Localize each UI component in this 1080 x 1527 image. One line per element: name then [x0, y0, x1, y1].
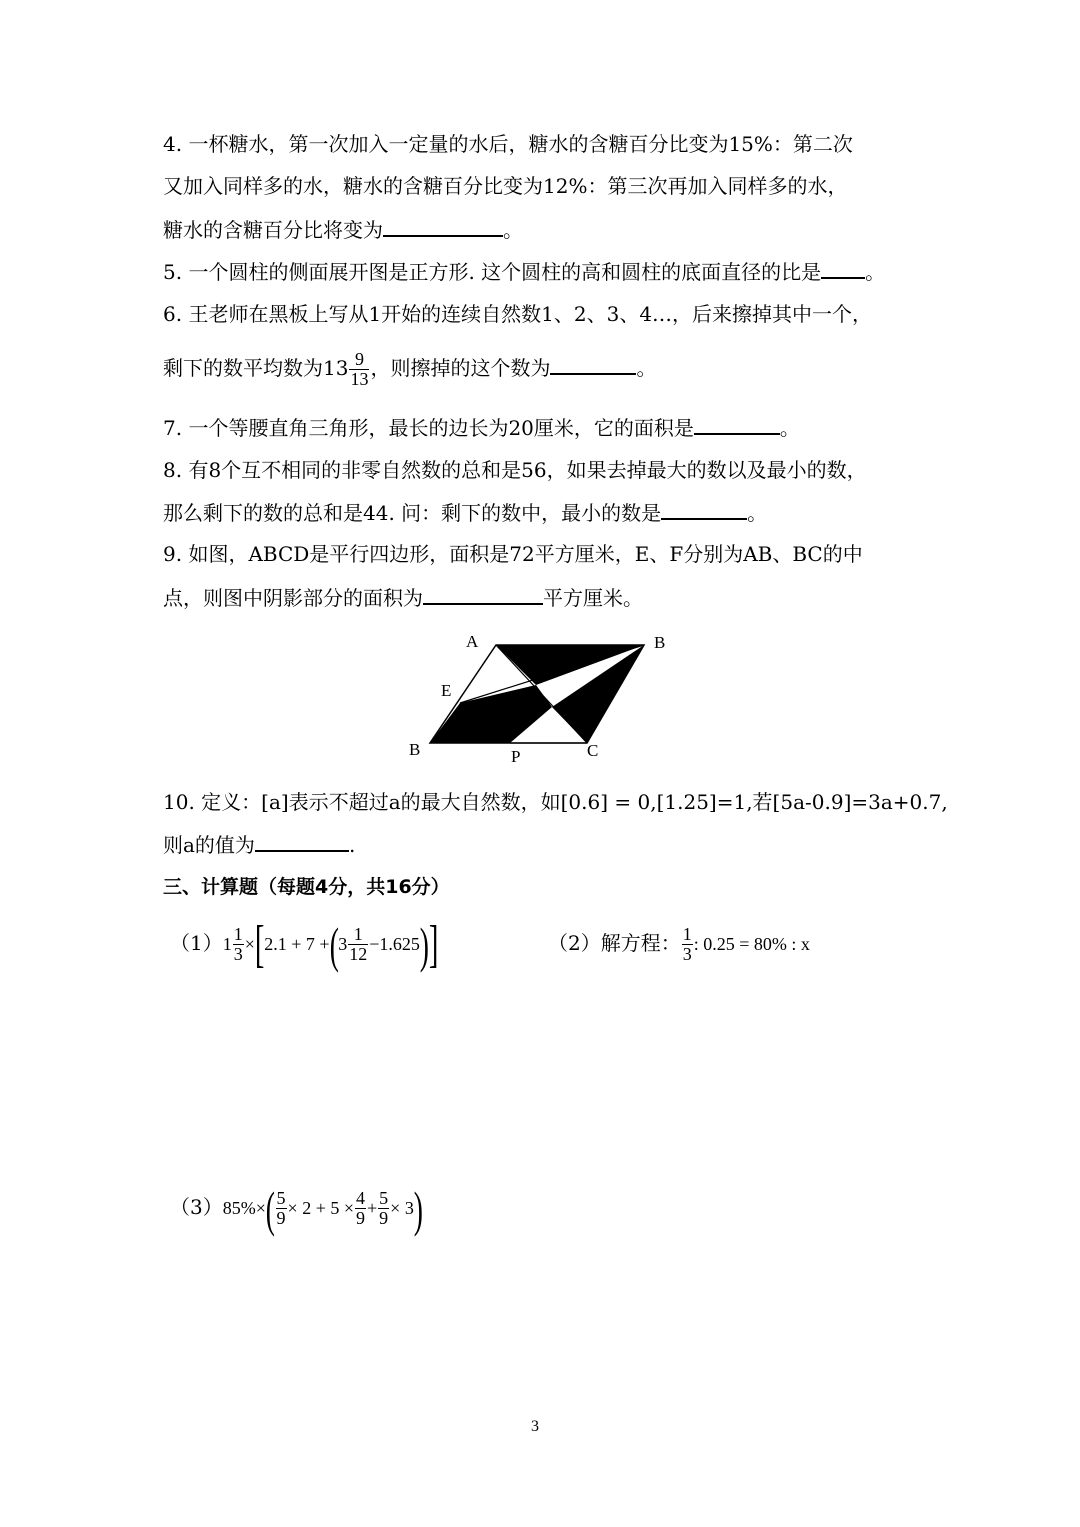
label-a: A [466, 632, 479, 651]
calc2-rest: : 0.25 = 80% : x [693, 934, 810, 954]
label-b-bottom: B [409, 740, 421, 759]
q4-answer-blank[interactable] [383, 217, 503, 237]
q4-line2: 又加入同样多的水，糖水的含糖百分比变为12%：第三次再加入同样多的水， [163, 174, 848, 198]
q4-line3 [163, 217, 523, 242]
q4-line3-text: 糖水的含糖百分比将变为 [163, 218, 383, 242]
calc1-left-bracket: [ [254, 915, 265, 973]
parallelogram-figure [400, 625, 680, 775]
calc2-frac-num: 1 [682, 924, 692, 944]
q8-answer-blank[interactable] [661, 500, 747, 520]
calc1-frac1-num: 1 [233, 924, 243, 944]
calc1-frac1 [233, 925, 244, 964]
q10-line2 [163, 832, 355, 857]
label-b-top: B [654, 633, 666, 652]
q10-line1: 10. 定义：[a]表示不超过a的最大自然数，如[0.6] = 0,[1.25]=1,若[5a-0.9]=3a+0.7, [163, 790, 948, 814]
calc2-expression [548, 916, 810, 971]
q7-answer-blank[interactable] [694, 415, 780, 435]
calc1-frac2-num: 1 [348, 925, 368, 945]
q6-fraction [349, 350, 369, 389]
calc3-frac-b [355, 1189, 366, 1228]
calc1-times: × [244, 934, 255, 954]
calc3-pct: 85%× [222, 1198, 266, 1218]
calc3-label: （3） [170, 1195, 223, 1219]
calc1-frac1-den: 3 [233, 944, 243, 964]
calc1-frac2 [348, 925, 368, 964]
q6-end: 。 [636, 356, 657, 380]
calc3-right-paren: ) [413, 1180, 423, 1237]
q8-end: 。 [747, 501, 768, 525]
calc1-inner2: −1.625 [369, 934, 420, 954]
calc3-frac-c-num: 5 [379, 1188, 389, 1208]
q5-answer-blank[interactable] [821, 259, 865, 279]
q9-line2 [163, 585, 643, 610]
calc1-inner1: 2.1 + 7 + [264, 934, 330, 954]
calc1-whole2: 3 [338, 934, 348, 954]
calc3-frac-c-den: 9 [379, 1208, 389, 1228]
q9-line1: 9. 如图，ABCD是平行四边形，面积是72平方厘米，E、F分别为AB、BC的中 [163, 542, 863, 566]
calc2-label: （2）解方程： [548, 931, 681, 955]
q9-end: 平方厘米。 [543, 586, 643, 610]
q5-text: 5. 一个圆柱的侧面展开图是正方形. 这个圆柱的高和圆柱的底面直径的比是 [163, 260, 822, 284]
q8-line1: 8. 有8个互不相同的非零自然数的总和是56，如果去掉最大的数以及最小的数， [163, 458, 867, 482]
q6-frac-num: 9 [349, 350, 369, 370]
label-c: C [587, 741, 599, 760]
calc3-frac-a [276, 1189, 287, 1228]
q7-end: 。 [779, 416, 800, 440]
label-p: P [511, 747, 521, 766]
q9-answer-blank[interactable] [423, 585, 543, 605]
calc2-frac [682, 925, 693, 964]
q8-line2 [163, 500, 767, 525]
q10-end: . [348, 833, 356, 857]
q5-line [163, 259, 885, 284]
q6-line2 [163, 348, 656, 389]
calc3-expression [170, 1180, 422, 1236]
q4-line1: 4. 一杯糖水，第一次加入一定量的水后，糖水的含糖百分比变为15%：第二次 [163, 132, 853, 156]
calc3-left-paren: ( [265, 1180, 275, 1237]
q7-text: 7. 一个等腰直角三角形，最长的边长为20厘米，它的面积是 [163, 416, 694, 440]
calc3-frac-a-num: 5 [276, 1188, 286, 1208]
q10-answer-blank[interactable] [255, 832, 349, 852]
calc1-left-paren: ( [329, 916, 339, 973]
label-e: E [441, 681, 452, 700]
calc1-whole: 1 [222, 934, 232, 954]
calc3-frac-b-den: 9 [356, 1208, 366, 1228]
q5-end: 。 [865, 260, 886, 284]
q7-line [163, 415, 800, 440]
calc1-right-paren: ) [419, 916, 429, 973]
q6-text: 剩下的数平均数为13 [163, 356, 349, 380]
q6-line1: 6. 王老师在黑板上写从1开始的连续自然数1、2、3、4…，后来擦掉其中一个， [163, 302, 873, 326]
calc3-frac-a-den: 9 [276, 1208, 286, 1228]
calc1-label: （1） [170, 931, 223, 955]
calc1-expression [170, 916, 438, 972]
calc2-frac-den: 3 [682, 944, 692, 964]
page-number: 3 [531, 1418, 539, 1435]
section3-heading: 三、计算题（每题4分，共16分） [163, 876, 450, 898]
q8-text: 那么剩下的数的总和是44. 问：剩下的数中，最小的数是 [163, 501, 662, 525]
calc1-right-bracket: ] [428, 915, 438, 973]
q4-line3-end: 。 [503, 218, 523, 242]
calc3-frac-c [378, 1189, 389, 1228]
calc3-t1: × 2 + 5 × [287, 1198, 355, 1218]
q9-text: 点，则图中阴影部分的面积为 [163, 586, 423, 610]
q6-text-mid: ，则擦掉的这个数为 [370, 356, 551, 380]
calc3-t2: + [367, 1198, 378, 1218]
calc3-frac-b-num: 4 [356, 1188, 366, 1208]
q6-answer-blank[interactable] [550, 355, 636, 375]
q6-frac-den: 13 [350, 369, 369, 389]
q10-text: 则a的值为 [163, 833, 255, 857]
calc1-frac2-den: 12 [349, 944, 368, 964]
calc3-t3: × 3 [390, 1198, 414, 1218]
